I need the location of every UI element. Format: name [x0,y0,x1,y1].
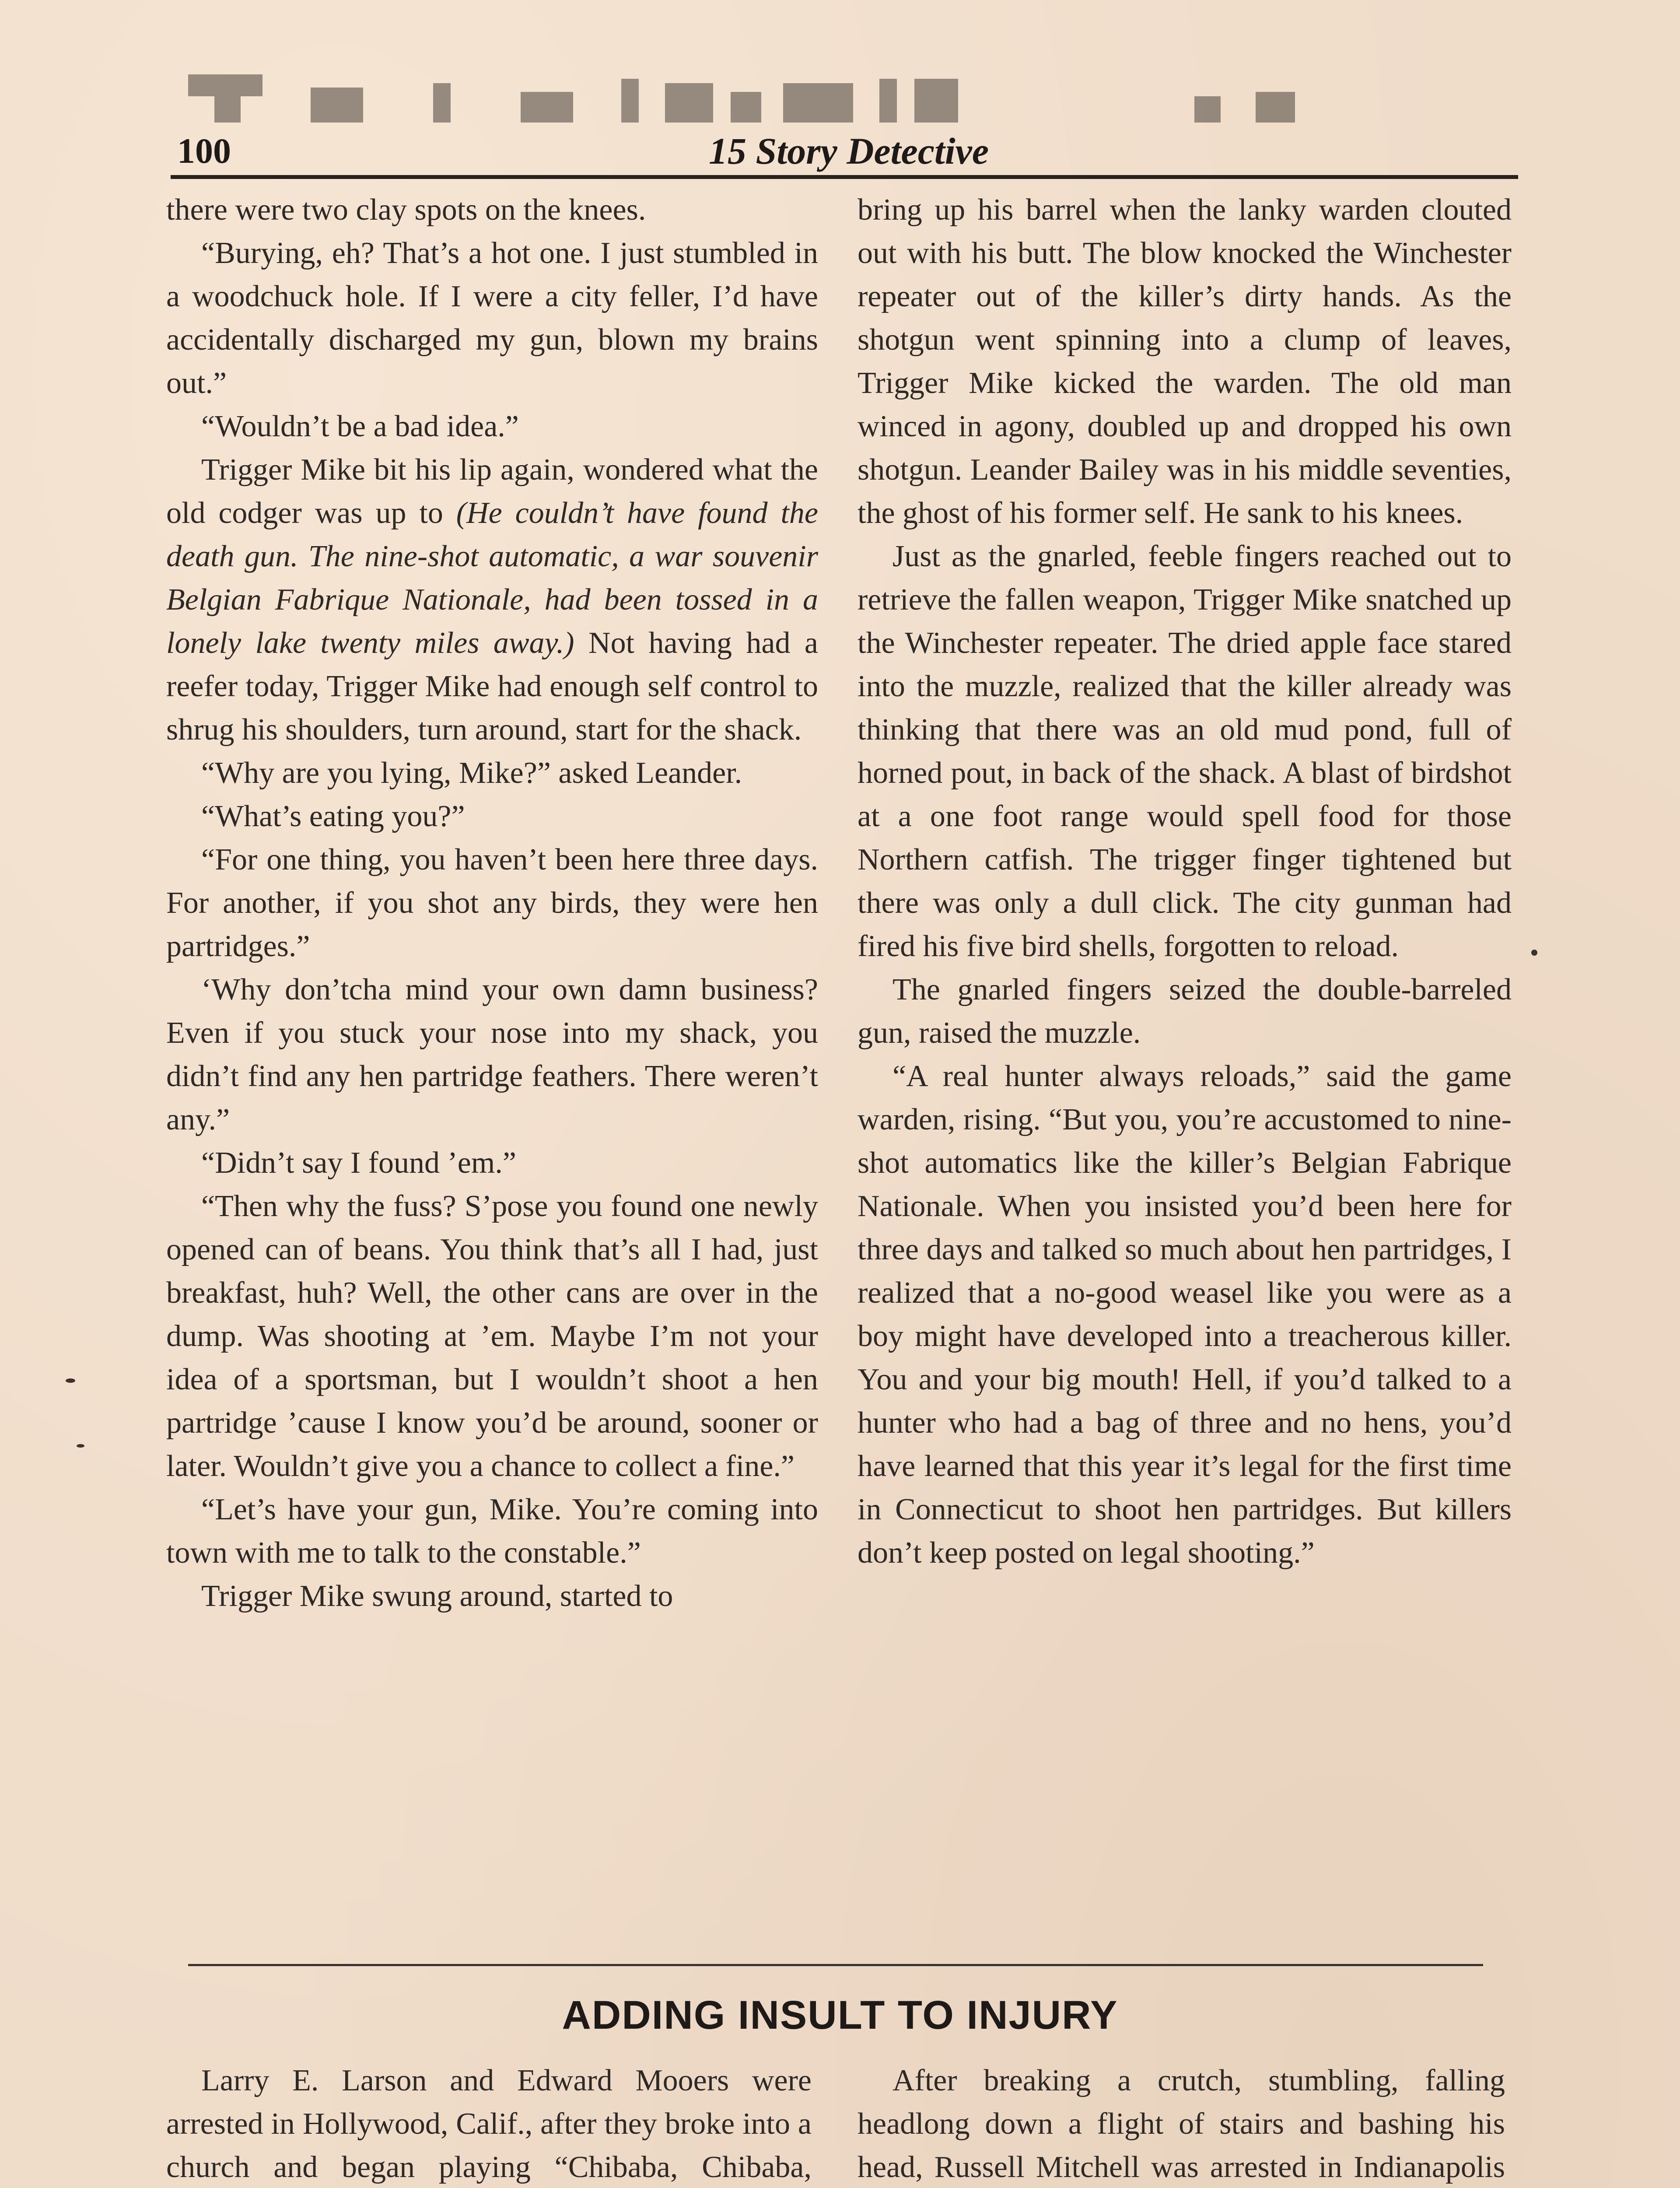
story-text: Not having had a reefer today, Trigger Mike had enough self control to shrug his shoulders, turn around, start for the shack. [166,626,818,747]
paper-speck [77,1444,84,1448]
filler-headline: ADDING INSULT TO INJURY [562,1993,1118,2037]
story-paragraph: “Didn’t say I found ’em.” [201,1146,516,1180]
story-paragraph: Trigger Mike swung around, started to [201,1579,673,1613]
story-paragraph: “Let’s have your gun, Mike. You’re coming into town with me to talk to the constable.” [166,1493,818,1570]
header-rule [171,175,1518,179]
story-left-column [166,188,818,1618]
story-paragraph: “Then why the fuss? S’pose you found one newly opened can of beans. You think that’s all I had, just breakfast, huh? Well, the other cans are over in the dump. Was shooting at ’em. Maybe I’m not your idea of a sportsman, but I wouldn’t shoot a hen partridge ’cause I know you’d be around, sooner or later. Wouldn’t give you a chance to collect a fine.” [166,1189,818,1483]
story-paragraph: ‘Why don’tcha mind your own damn business? Even if you stuck your nose into my shack, you didn’t find any hen partridge feathers. There weren’t any.” [166,973,818,1136]
page-header [177,127,1516,175]
section-divider [188,1964,1483,1966]
story-paragraph: “Why are you lying, Mike?” asked Leander. [201,756,742,790]
story-paragraph: bring up his barrel when the lanky warden clouted out with his butt. The blow knocked the Winchester repeater out of the killer’s dirty hands. As the shotgun went spinning into a clump of leaves, Trigger Mike kicked the warden. The old man winced in agony, doubled up and dropped his own shotgun. Leander Bailey was in his middle seventies, the ghost of his former self. He sank to his knees. [858,193,1512,530]
story-paragraph: “What’s eating you?” [201,799,465,833]
story-paragraph [166,448,818,751]
story-paragraph: Just as the gnarled, feeble fingers reached out to retrieve the fallen weapon, Trigger Mike snatched up the Winchester repeater. The dried apple face stared into the muzzle, realized that the killer already was thinking that there was an old mud pond, full of horned pout, in back of the shack. A blast of birdshot at a one foot range would spell food for those Northern catfish. The trigger finger tightened but there was only a dull click. The city gunman had fired his five bird shells, forgotten to reload. [858,540,1512,963]
filler-right-column [858,2059,1505,2188]
paper-speck [66,1378,75,1383]
story-paragraph: “For one thing, you haven’t been here three days. For another, if you shot any birds, they were hen partridges.” [166,843,818,963]
filler-paragraph: Larry E. Larson and Edward Mooers were arrested in Hollywood, Calif., after they broke into a church and began playing “Chibaba, Chibaba, [166,2064,812,2184]
story-italic-aside: (He couldn’t have found the death gun. The nine-shot automatic, a war souvenir Belgian Fabrique Nationale, had been tossed in a lonely lake twenty miles away.) [166,496,818,660]
filler-paragraph: After breaking a crutch, stumbling, falling headlong down a flight of stairs and bashing his head, Russell Mitchell was arrested in Indianapolis [858,2064,1505,2184]
story-paragraph: “Burying, eh? That’s a hot one. I just stumbled in a woodchuck hole. If I were a city feller, I’d have accidentally discharged my gun, blown my brains out.” [166,236,818,400]
story-right-column [858,188,1512,1574]
paper-speck [1531,950,1537,956]
story-text: Trigger Mike bit his lip again, wondered what the old codger was up to [166,453,818,530]
story-paragraph: “A real hunter always reloads,” said the game warden, rising. “But you, you’re accustomed to nine-shot automatics like the killer’s Belgian Fabrique Nationale. When you insisted you’d been here for three days and talked so much about hen partridges, I realized that a no-good weasel like you were as a boy might have developed into a treacherous killer. You and your big mouth! Hell, if you’d talked to a hunter who had a bag of three and no hens, you’d have learned that this year it’s legal for the first time in Connecticut to shoot hen partridges. But killers don’t keep posted on legal shooting.” [858,1059,1512,1570]
page-number: 100 [177,131,231,171]
faded-banner-lettering [188,66,1304,123]
filler-left-column [166,2059,812,2188]
story-paragraph: The gnarled fingers seized the double-barreled gun, raised the muzzle. [858,973,1512,1050]
magazine-title: 15 Story Detective [708,130,989,172]
story-paragraph: there were two clay spots on the knees. [166,193,646,227]
story-paragraph: “Wouldn’t be a bad idea.” [201,410,519,443]
